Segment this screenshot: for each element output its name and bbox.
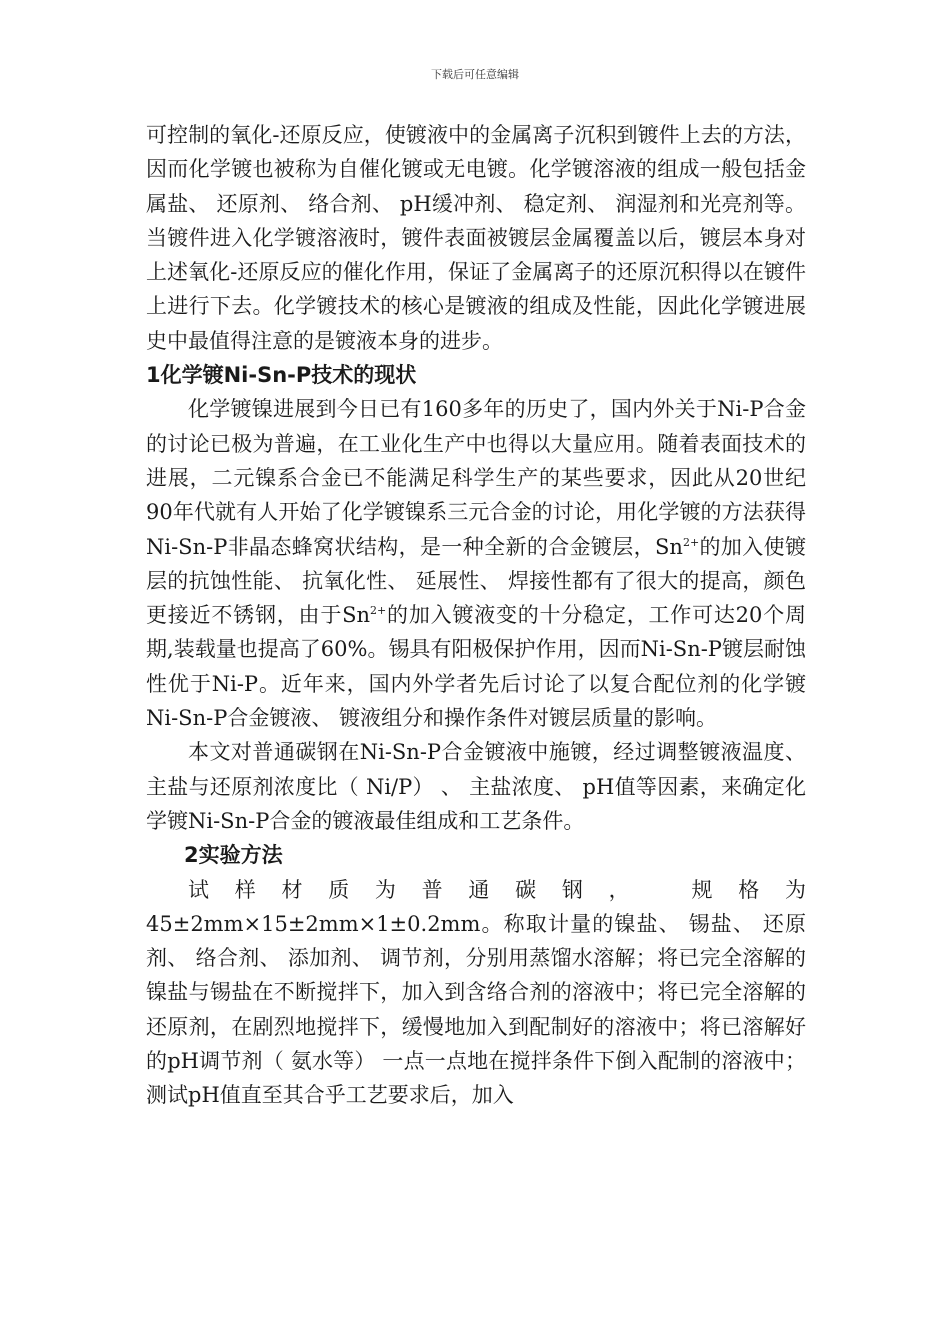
intro-paragraph: 可控制的氧化-还原反应，使镀液中的金属离子沉积到镀件上去的方法，因而化学镀也被称为自催化镀或无电镀。化学镀溶液的组成一般包括金属盐、 还原剂、 络合剂、 pH缓冲剂、 稳定剂、 润湿剂和光亮剂等。当镀件进入化学镀溶液时，镀件表面被镀层金属覆盖以后，镀层本身对上述氧化-还原反应的催化作用，保证了金属离子的还原沉积得以在镀件上进行下去。化学镀技术的核心是镀液的组成及性能，因此化学镀进展史中最值得注意的是镀液本身的进步。 [146,123,806,353]
superscript: 2+ [370,604,387,618]
section-1-paragraph [146,392,806,735]
section-1-paragraph-2: 本文对普通碳钢在Ni-Sn-P合金镀液中施镀，经过调整镀液温度、 主盐与还原剂浓度比（ Ni/P） 、 主盐浓度、 pH值等因素，来确定化学镀Ni-Sn-P合金的镀液最佳组成和工艺条件。 [146,740,806,833]
section-2-paragraph: 45±2mm×15±2mm×1±0.2mm。称取计量的镍盐、 锡盐、 还原剂、 络合剂、 添加剂、 调节剂，分别用蒸馏水溶解；将已完全溶解的镍盐与锡盐在不断搅拌下，加入到含络合剂的溶液中；将已完全溶解的还原剂，在剧烈地搅拌下，缓慢地加入到配制好的溶液中；将已溶解好的pH调节剂（ 氨水等） 一点一点地在搅拌条件下倒入配制的溶液中；测试pH值直至其合乎工艺要求后，加入 [146,911,806,1108]
page-header: 下载后可任意编辑 [431,68,519,81]
superscript: 2+ [682,535,700,549]
document-body [146,118,806,1113]
section-heading-1: 1化学镀Ni-Sn-P技术的现状 [146,363,417,388]
section-heading-2: 2实验方法 [184,843,283,868]
paragraph-text: 化学镀镍进展到今日已有160多年的历史了，国内外关于Ni-P合金的讨论已极为普遍，在工业化生产中也得以大量应用。随着表面技术的进展，二元镍系合金已不能满足科学生产的某些要求，因此从20世纪90年代就有人开始了化学镀镍系三元合金的讨论，用化学镀的方法获得Ni-Sn-P非晶态蜂窝状结构，是一种全新的合金镀层，Sn [146,397,806,559]
section-2-first-line: 试样材质为普通碳钢， 规格为 [188,877,806,902]
paragraph-text: 的加入使镀层的抗蚀性能、 抗氧化性、 延展性、 焊接性都有了很大的提高，颜色更接近不锈钢，由于Sn [146,534,807,628]
paragraph-text: 的加入镀液变的十分稳定，工作可达20个周期,装载量也提高了60%。锡具有阳极保护作用，因而Ni-Sn-P镀层耐蚀性优于Ni-P。近年来，国内外学者先后讨论了以复合配位剂的化学镀Ni-Sn-P合金镀液、 镀液组分和操作条件对镀层质量的影响。 [146,603,806,731]
